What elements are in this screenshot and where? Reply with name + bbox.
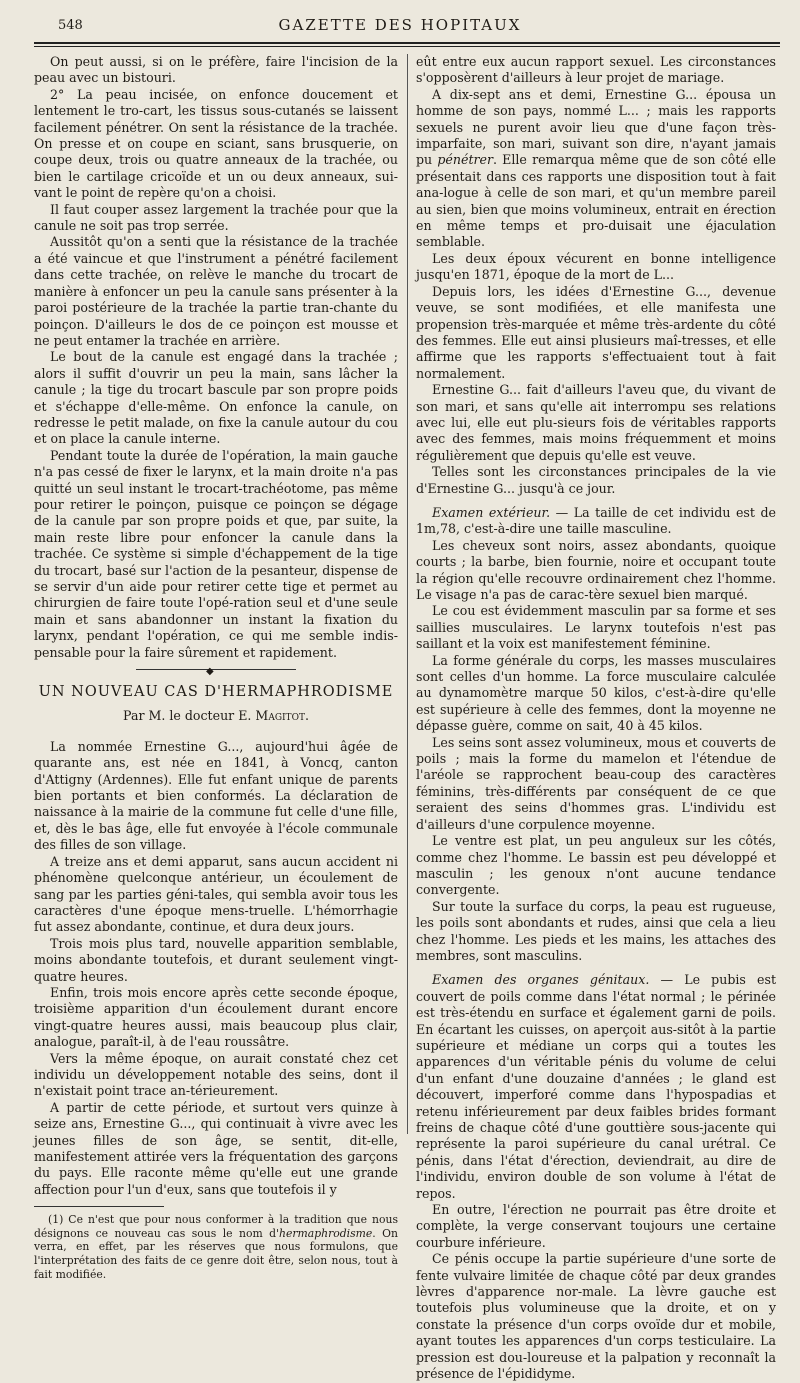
section-heading: Examen des organes génitaux. — [432, 972, 650, 988]
section-heading: Examen extérieur. — [432, 504, 551, 520]
byline-prefix: Par M. le docteur E. — [123, 708, 252, 724]
paragraph: Telles sont les circonstances principales de la vie d'Ernestine G... jusqu'à ce jour. — [416, 464, 776, 496]
article-title: UN NOUVEAU CAS D'HERMAPHRODISME — [38, 684, 394, 701]
paragraph — [416, 972, 776, 1202]
page-number: 548 — [58, 18, 83, 33]
header-rule-thin — [34, 46, 780, 47]
paragraph: A treize ans et demi apparut, sans aucun accident ni phénomène quelconque antérieur, un écoulement de sang par les parties géni-tales, qui sembla avoir tous les caractères d'une époque mens-truelle. L'hémorrhagie fut assez abondante, continue, et dura deux jours. — [34, 853, 398, 935]
paragraph: eût entre eux aucun rapport sexuel. Les circonstances s'opposèrent d'ailleurs à leur projet de mariage. — [416, 54, 776, 86]
paragraph-text-b: . Elle remarqua même que de son côté elle présentait dans ces rapports une disposition tout à fait ana-logue à celle de son mari, et qu'un membre pareil au sien, bien que moins volumineux, entrait en érection en même temps et pro-duisait une éjaculation semblable. — [416, 152, 776, 250]
paragraph: Depuis lors, les idées d'Ernestine G..., devenue veuve, se sont modifiées, et elle manifesta une propension très-marquée et même très-ardente du côté des femmes. Elle eut ainsi plusieurs maî-tresses, et elle affirme que les rapports s'effectuaient tout à fait normalement. — [416, 283, 776, 381]
paragraph — [416, 87, 776, 251]
paragraph — [416, 505, 776, 538]
right-column — [416, 54, 776, 1383]
author-name: Magitot — [255, 708, 305, 724]
paragraph-text-a: A dix-sept ans et demi, Ernestine G... épousa un homme de son pays, nommé L... ; mais les rapports sexuels ne purent avoir lieu que d'une façon très-imparfaite, son mari, suivant son dire, n'ayant jamais pu — [416, 86, 776, 168]
footnote-text-b: . On verra, en effet, par les réserves que nous formulons, que l'interprétation des faits de ce genre doit être, selon nous, tout à fait modifiée. — [34, 1226, 398, 1281]
paragraph: Vers la même époque, on aurait constaté chez cet individu un développement notable des seins, dont il n'existait point trace an-térieurement. — [34, 1050, 398, 1099]
paragraph: Ce pénis occupe la partie supérieure d'une sorte de fente vulvaire limitée de chaque côté par deux grandes lèvres d'apparence nor-male. La lèvre gauche est toutefois plus volumineuse que la droite, et on y constate la présence d'un corps ovoïde dur et mobile, ayant toutes les apparences d'un corps testiculaire. La pression est dou-loureuse et la palpation y reconnaît la présence de l'épididyme. — [416, 1251, 776, 1382]
paragraph-text: — La taille de cet individu est de 1m,78, c'est-à-dire une taille masculine. — [416, 504, 776, 537]
footnote-rule — [34, 1206, 164, 1207]
footnote — [34, 1213, 398, 1281]
paragraph: Sur toute la surface du corps, la peau est rugueuse, les poils sont abondants et rudes, ainsi que cela a lieu chez l'homme. Les pieds et les mains, les attaches des membres, sont masculins. — [416, 898, 776, 963]
column-divider — [407, 54, 408, 1134]
paragraph-text: — Le pubis est couvert de poils comme dans l'état normal ; le périnée est très-étendu en surface et également garni de poils. En écartant les cuisses, on aperçoit aus-sitôt à la partie supérieure et médiane un corps qui a toutes les apparences d'un véritable pénis du volume de celui d'un enfant d'une douzaine d'années ; le gland est découvert, imperforé comme dans l'hypospadias et retenu inférieurement par deux faibles brides formant freins de chaque côté d'une gouttière sous-jacente qui représente la paroi supérieure du canal urétral. Ce pénis, dans l'état d'érection, deviendrait, au dire de l'individu, environ double de son volume à l'état de repos. — [416, 972, 777, 1201]
separator-ornament: ◆ — [206, 666, 214, 678]
paragraph: Aussitôt qu'on a senti que la résistance de la trachée a été vaincue et que l'instrument a pénétré facilement dans cette trachée, on relève le manche du trocart de manière à enfoncer un peu la canule sans présenter à la paroi postérieure de la trachée la partie tran-chante du poinçon. D'ailleurs le dos de ce poinçon est mousse et ne peut entamer la trachée en arrière. — [34, 234, 398, 348]
paragraph: Il faut couper assez largement la trachée pour que la canule ne soit pas trop serrée. — [34, 201, 398, 234]
section-separator — [136, 666, 296, 678]
left-column — [34, 54, 398, 1281]
paragraph: Les deux époux vécurent en bonne intelligence jusqu'en 1871, époque de la mort de L... — [416, 250, 776, 283]
paragraph: En outre, l'érection ne pourrait pas être droite et complète, la verge conservant toujours une certaine courbure inférieure. — [416, 1202, 776, 1250]
paragraph: 2° La peau incisée, on enfonce doucement et lentement le tro-cart, les tissus sous-cutanés se laissent facilement pénétrer. On sent la résistance de la trachée. On presse et on coupe en sciant, sans brusquerie, on coupe deux, trois ou quatre anneaux de la trachée, ou bien le cartilage cricoïde et un ou deux anneaux, sui-vant le point de repère qu'on a choisi. — [34, 86, 398, 201]
footnote-text-a: (1) Ce n'est que pour nous conformer à la tradition que nous désignons ce nouveau cas sous le nom d' — [34, 1213, 398, 1240]
paragraph: Enfin, trois mois encore après cette seconde époque, troisième apparition d'un écoulement durant encore vingt-quatre heures aussi, mais beaucoup plus clair, analogue, paraît-il, à de l'eau roussâtre. — [34, 984, 398, 1050]
paragraph: Le cou est évidemment masculin par sa forme et ses saillies musculaires. Le larynx toutefois n'est pas saillant et la voix est manifestement féminine. — [416, 603, 776, 652]
paragraph: On peut aussi, si on le préfère, faire l'incision de la peau avec un bistouri. — [34, 54, 398, 86]
paragraph: Ernestine G... fait d'ailleurs l'aveu que, du vivant de son mari, et sans qu'elle ait interrompu ses relations avec lui, elle eut plu-sieurs fois de véritables rapports avec des femmes, mais moins fréquemment et moins régulièrement que depuis qu'elle est veuve. — [416, 382, 776, 463]
byline-suffix: . — [304, 708, 309, 724]
paragraph: Le bout de la canule est engagé dans la trachée ; alors il suffit d'ouvrir un peu la main, sans lâcher la canule ; la tige du trocart bascule par son propre poids et s'échappe d'elle-même. On enfonce la canule, on redresse le petit malade, on fixe la canule autour du cou et on place la canule interne. — [34, 349, 398, 447]
paragraph: Les cheveux sont noirs, assez abondants, quoique courts ; la barbe, bien fournie, noire et occupant toute la région qu'elle recouvre ordinairement chez l'homme. Le visage n'a pas de carac-tère sexuel bien marqué. — [416, 537, 776, 602]
paragraph: A partir de cette période, et surtout vers quinze à seize ans, Ernestine G..., qui continuait à vivre avec les jeunes filles de son âge, se sentit, dit-elle, manifestement attirée vers la fréquentation des garçons du pays. Elle raconte même qu'elle eut une grande affection pour l'un d'eux, sans que toutefois il y — [34, 1099, 398, 1197]
italic-word: pénétrer — [437, 152, 493, 168]
paragraph: Pendant toute la durée de l'opération, la main gauche n'a pas cessé de fixer le larynx, et la main droite n'a pas quitté un seul instant le trocart-trachéotome, pas même pour retirer le poinçon, puisque ce poinçon se dégage de la canule par son propre poids et que, par suite, la main reste libre pour enfoncer la canule dans la trachée. Ce système si simple d'échappement de la tige du trocart, basé sur l'action de la pesanteur, dispense de se servir d'un aide pour retirer cette tige et permet au chirurgien de faire toute l'opé-ration seul et d'une seule main et sans abandonner un instant la fixation du larynx, pendant l'opération, ce qui me semble indis-pensable pour la faire sûrement et rapidement. — [34, 447, 398, 660]
paragraph: Les seins sont assez volumineux, mous et couverts de poils ; mais la forme du mamelon et l'étendue de l'aréole se rapprochent beau-coup des caractères féminins, très-différents par conséquent de ce que seraient des seins d'hommes gras. L'individu est d'ailleurs d'une corpulence moyenne. — [416, 734, 776, 832]
byline — [34, 708, 398, 724]
paragraph: Trois mois plus tard, nouvelle apparition semblable, moins abondante toutefois, et durant seulement vingt-quatre heures. — [34, 935, 398, 984]
paragraph: La nommée Ernestine G..., aujourd'hui âgée de quarante ans, est née en 1841, à Voncq, canton d'Attigny (Ardennes). Elle fut enfant unique de parents bien portants et bien conformés. La déclaration de naissance à la mairie de la commune fut celle d'une fille, et, dès le bas âge, elle fut envoyée à l'école communale des filles de son village. — [34, 738, 398, 853]
paragraph: Le ventre est plat, un peu anguleux sur les côtés, comme chez l'homme. Le bassin est peu développé et masculin ; les genoux n'ont aucune tendance convergente. — [416, 833, 776, 898]
header-rule — [34, 42, 780, 44]
paragraph: La forme générale du corps, les masses musculaires sont celles d'un homme. La force musculaire calculée au dynamomètre marque 50 kilos, c'est-à-dire qu'elle est supérieure à celle des femmes, dont la moyenne ne dépasse guère, comme on sait, 40 à 45 kilos. — [416, 652, 776, 734]
footnote-italic: hermaphrodisme — [279, 1226, 373, 1240]
running-title: GAZETTE DES HOPITAUX — [278, 16, 522, 34]
